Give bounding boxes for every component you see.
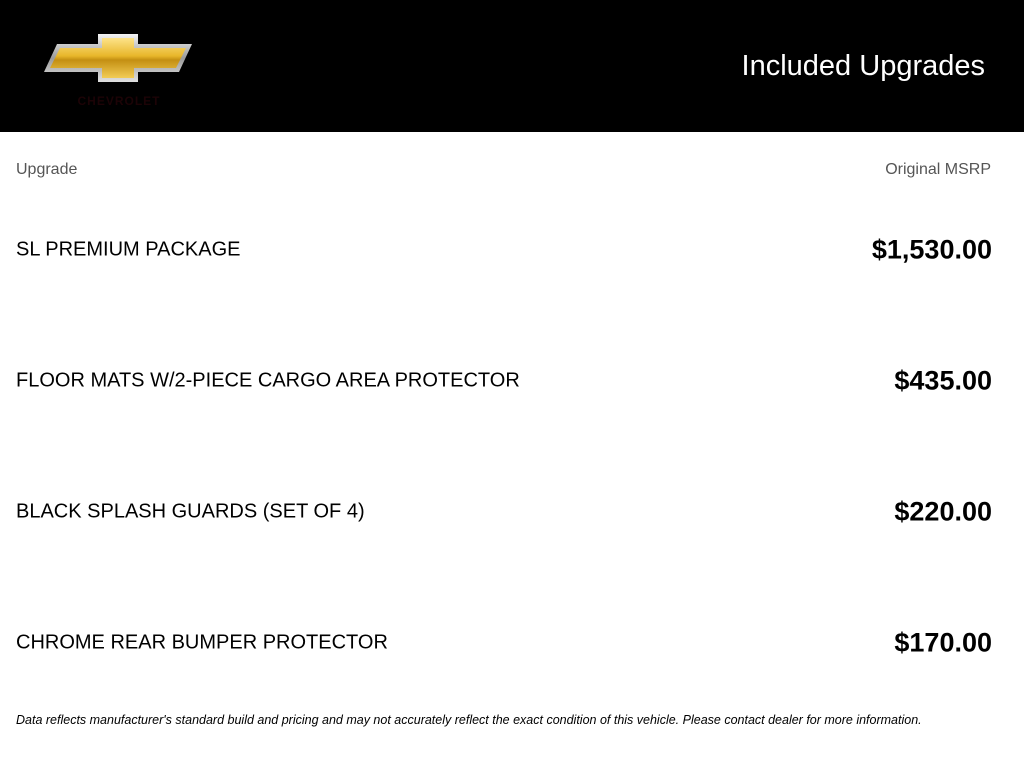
upgrade-price: $435.00 xyxy=(894,365,992,396)
upgrade-name: BLACK SPLASH GUARDS (SET OF 4) xyxy=(16,500,365,523)
upgrade-name: CHROME REAR BUMPER PROTECTOR xyxy=(16,631,388,654)
table-row xyxy=(16,230,992,270)
table-row xyxy=(16,361,992,401)
header-bar xyxy=(0,0,1024,132)
table-row xyxy=(16,492,992,532)
column-header-msrp: Original MSRP xyxy=(885,161,991,178)
upgrade-price: $1,530.00 xyxy=(871,234,992,265)
page-title: Included Upgrades xyxy=(741,50,985,82)
upgrade-price: $220.00 xyxy=(894,496,992,527)
upgrade-name: SL PREMIUM PACKAGE xyxy=(16,238,241,261)
upgrade-price: $170.00 xyxy=(894,627,992,658)
chevrolet-bowtie-icon xyxy=(42,32,194,110)
upgrade-name: FLOOR MATS W/2-PIECE CARGO AREA PROTECTOR xyxy=(16,369,520,392)
logo-wordmark: CHEVROLET xyxy=(77,94,161,108)
table-row xyxy=(16,623,992,663)
disclaimer-text: Data reflects manufacturer's standard build and pricing and may not accurately reflect the exact condition of this vehicle. Please contact dealer for more information. xyxy=(16,713,922,727)
column-header-upgrade: Upgrade xyxy=(16,161,78,178)
